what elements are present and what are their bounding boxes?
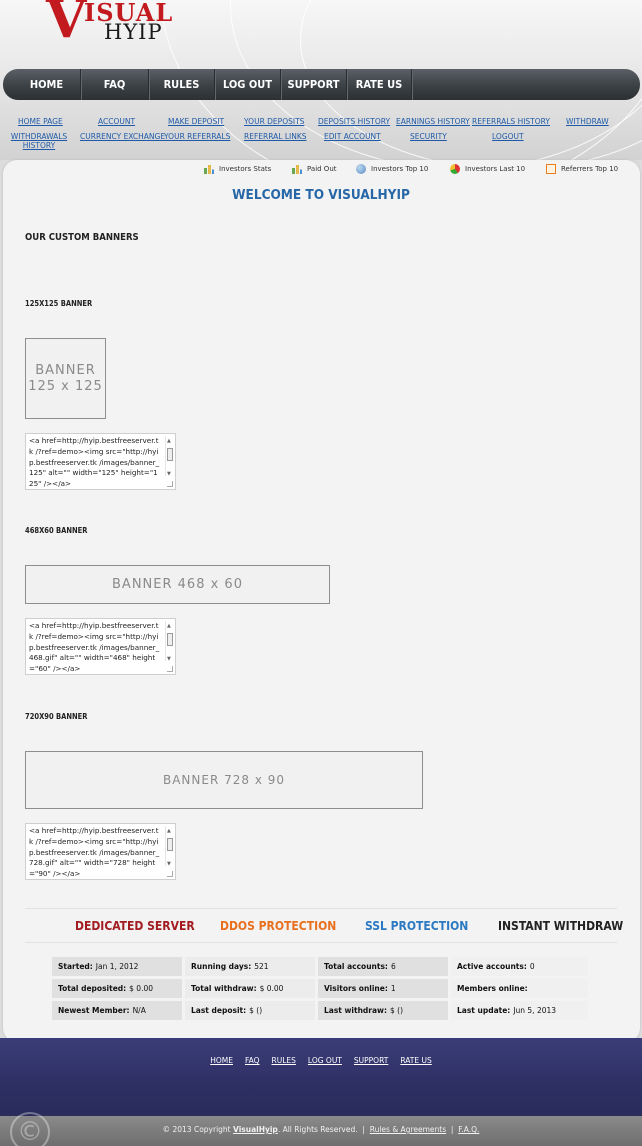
textarea-scrollbar[interactable]: ▲ ▼ [165,826,174,866]
banner-728-label: BANNER 728 x 90 [162,773,286,787]
stat-value: 6 [390,962,396,971]
stat-value: $ 0.00 [259,984,284,993]
stat-label: Members online: [457,984,528,993]
stat-started [52,957,182,976]
stat-last-update [451,1001,588,1020]
section-title: OUR CUSTOM BANNERS [25,232,139,243]
logo-text-isual: ISUAL [84,0,174,27]
stats-link-label: Investors Last 10 [465,165,526,173]
referrers-icon [546,164,556,174]
stats-link-referrers-top-10[interactable] [546,164,618,174]
nav-support[interactable]: SUPPORT [281,69,347,100]
stat-value: Jun 5, 2013 [513,1006,557,1015]
copyright-line [0,1125,642,1134]
banner-125-heading: 125X125 BANNER [25,299,93,308]
account-nav-your-referrals[interactable]: YOUR REFERRALS [164,132,231,141]
stat-label: Total withdraw: [191,984,257,993]
stats-link-label: Referrers Top 10 [561,165,619,173]
stats-link-investors-stats[interactable] [204,164,271,174]
feature-ssl-protection: SSL PROTECTION [365,919,469,933]
account-nav-logout[interactable]: LOGOUT [492,132,524,141]
account-nav-your-deposits[interactable]: YOUR DEPOSITS [244,117,305,126]
account-nav-withdraw[interactable]: WITHDRAW [566,117,609,126]
features-strip [25,908,624,943]
copyright-separator: | [450,1125,454,1134]
resize-handle[interactable] [167,481,173,487]
banner-728-image [25,751,423,809]
stats-link-label: Investors Top 10 [371,165,429,173]
stat-label: Active accounts: [457,962,527,971]
nav-log-out[interactable]: LOG OUT [215,69,281,100]
account-nav-deposits-history[interactable]: DEPOSITS HISTORY [318,117,391,126]
stats-link-investors-top-10[interactable] [356,164,428,174]
feature-ddos-protection: DDOS PROTECTION [220,919,337,933]
textarea-scrollbar[interactable]: ▲ ▼ [165,621,174,661]
stats-links-bar [0,164,642,176]
stat-visitors-online [318,979,448,998]
stat-total-deposited [52,979,182,998]
rules-agreements-link[interactable]: Rules & Agreements [369,1125,447,1134]
resize-handle[interactable] [167,666,173,672]
stat-running-days [185,957,315,976]
bar-chart-icon [292,164,302,174]
account-nav-home-page[interactable]: HOME PAGE [18,117,63,126]
nav-faq[interactable]: FAQ [81,69,149,100]
nav-home[interactable]: HOME [13,69,81,100]
stat-value: 0 [529,962,535,971]
globe-icon [356,164,366,174]
stat-label: Visitors online: [324,984,388,993]
stat-active-accounts [451,957,588,976]
stat-label: Running days: [191,962,252,971]
copyright-brand-link[interactable]: VisualHyip [233,1125,278,1134]
bar-chart-icon [204,164,214,174]
logo-text-hyip: HYIP [104,20,163,44]
account-nav-edit-account[interactable]: EDIT ACCOUNT [324,132,381,141]
banner-125-line2: 125 x 125 [28,378,103,394]
copyright-prefix: © 2013 Copyright [162,1125,231,1134]
textarea-scrollbar[interactable]: ▲ ▼ [165,436,174,476]
stat-value: $ 0.00 [129,984,154,993]
logo-letter-v: V [46,0,87,50]
nav-rate-us[interactable]: RATE US [347,69,412,100]
stats-link-investors-last-10[interactable] [450,164,525,174]
footer-nav-support[interactable]: SUPPORT [353,1056,389,1065]
stat-newest-member [52,1001,182,1020]
stat-last-withdraw [318,1001,448,1020]
pie-chart-icon [450,164,460,174]
footer-nav-faq[interactable]: FAQ [244,1056,260,1065]
stat-value: $ () [249,1006,263,1015]
stat-value: N/A [132,1006,146,1015]
feature-dedicated-server: DEDICATED SERVER [75,919,195,933]
account-nav-earnings-history[interactable]: EARNINGS HISTORY [396,117,470,126]
stats-link-paid-out[interactable] [292,164,337,174]
stat-members-online [451,979,588,998]
stat-total-withdraw [185,979,315,998]
stats-link-label: Paid Out [307,165,337,173]
account-nav-make-deposit[interactable]: MAKE DEPOSIT [168,117,225,126]
account-nav-currency-exchange[interactable]: CURRENCY EXCHANGE [80,132,166,141]
banner-125-line1: BANNER [35,362,96,378]
banner-468-code: <a href=http://hyip.bestfreeserver.tk /?ref=demo><img src="http://hyip.bestfreeserver.tk /images/banner_468.gif" alt="" width="468" height="60" /></a> [29,621,160,674]
banner-125-image [25,338,106,419]
stat-total-accounts [318,957,448,976]
stat-label: Total accounts: [324,962,388,971]
banner-728-code-textarea[interactable] [25,823,176,880]
stat-label: Started: [58,962,93,971]
banner-728-code: <a href=http://hyip.bestfreeserver.tk /?ref=demo><img src="http://hyip.bestfreeserver.tk /images/banner_728.gif" alt="" width="728" height="90" /></a> [29,826,160,879]
stat-last-deposit [185,1001,315,1020]
account-nav-referrals-history[interactable]: REFERRALS HISTORY [472,117,550,126]
footer-nav-rules[interactable]: RULES [271,1056,296,1065]
faq-link[interactable]: F.A.Q. [458,1125,480,1134]
banner-468-code-textarea[interactable] [25,618,176,675]
stat-value: $ () [389,1006,403,1015]
stat-label: Total deposited: [58,984,127,993]
stat-label: Newest Member: [58,1006,130,1015]
account-nav-security[interactable]: SECURITY [410,132,447,141]
stats-link-label: Investors Stats [219,165,272,173]
banner-468-label: BANNER 468 x 60 [112,577,243,592]
copyright-rights: . All Rights Reserved. [277,1125,358,1134]
main-nav [3,69,640,100]
banner-125-code-textarea[interactable] [25,433,176,490]
stat-value: Jan 1, 2012 [95,962,139,971]
stat-value: 521 [254,962,269,971]
banner-728-heading: 720X90 BANNER [25,712,88,721]
footer-nav-home[interactable]: HOME [210,1056,233,1065]
nav-rules[interactable]: RULES [149,69,215,100]
account-nav-withdrawals-history[interactable]: WITHDRAWALS HISTORY [10,132,68,150]
stat-label: Last deposit: [191,1006,247,1015]
stat-label: Last withdraw: [324,1006,387,1015]
banner-125-code: <a href=http://hyip.bestfreeserver.tk /?ref=demo><img src="http://hyip.bestfreeserver.tk /images/banner_125" alt="" width="125" height="125" /></a> [29,436,160,489]
resize-handle[interactable] [167,871,173,877]
banner-468-heading: 468X60 BANNER [25,526,88,535]
copyright-mark: © [17,1117,43,1146]
stat-value: 1 [390,984,396,993]
copyright-separator: | [362,1125,365,1134]
banner-468-image [25,565,330,604]
account-nav-account[interactable]: ACCOUNT [98,117,136,126]
page-title: WELCOME TO VISUALHYIP [232,187,410,203]
stat-label: Last update: [457,1006,511,1015]
feature-instant-withdraw: INSTANT WITHDRAW [498,919,624,933]
footer-nav [0,1056,642,1065]
footer-nav-log-out[interactable]: LOG OUT [307,1056,342,1065]
account-nav-referral-links[interactable]: REFERRAL LINKS [244,132,307,141]
footer-nav-rate-us[interactable]: RATE US [400,1056,432,1065]
